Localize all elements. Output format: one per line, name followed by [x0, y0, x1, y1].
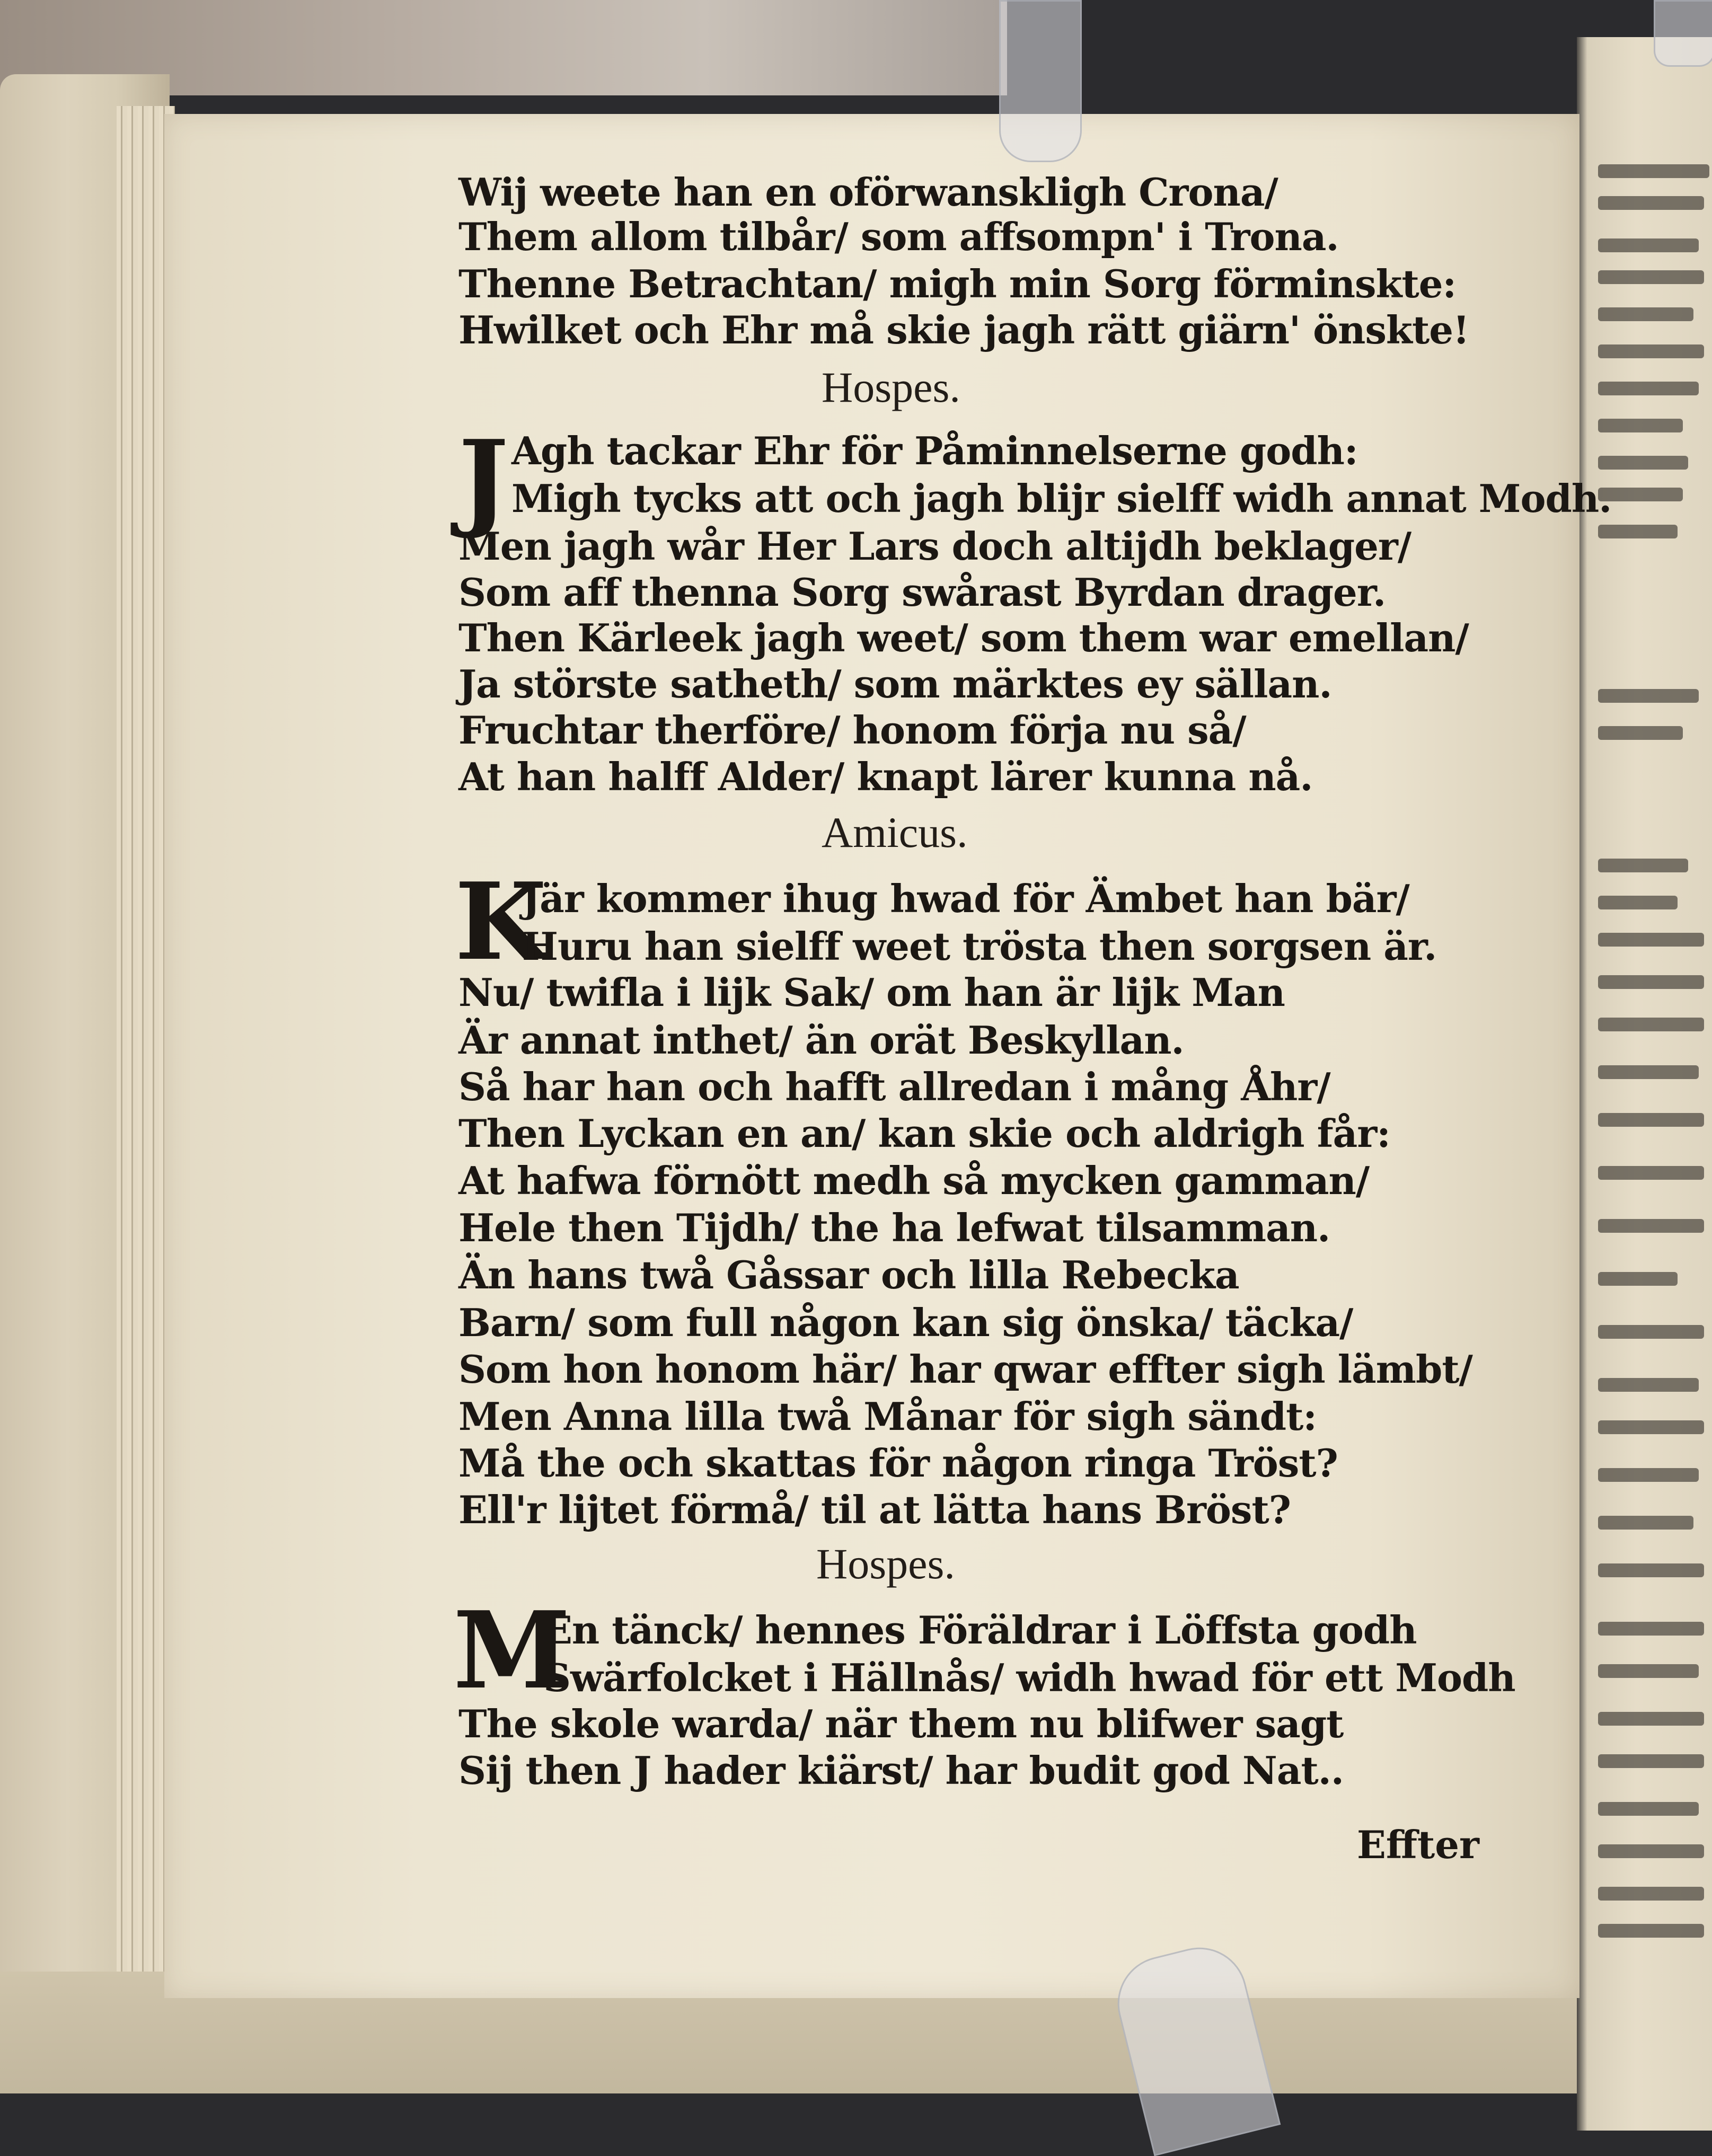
verse-line: Thenne Betrachtan/ migh min Sorg förminskte: [458, 261, 1457, 306]
verse-line: Then Lyckan en an/ kan skie och aldrigh får: [458, 1111, 1390, 1156]
drop-capital: K [455, 860, 547, 984]
verse-line: Som aff thenna Sorg swårast Byrdan drager. [458, 570, 1386, 615]
verse-line: Migh tycks att och jagh blijr sielff widh annat Modh. [511, 476, 1612, 521]
verse-line: Jär kommer ihug hwad för Ämbet han bär/ [522, 876, 1409, 921]
page-clip-right [1654, 0, 1712, 67]
verse-line: Them allom tilbår/ som affsompn' i Trona. [458, 214, 1339, 259]
verse-line: Hwilket och Ehr må skie jagh rätt giärn' önskte! [458, 307, 1469, 352]
verse-line: Ja störste satheth/ som märktes ey sällan. [458, 661, 1332, 706]
verse-line: At hafwa förnött medh så mycken gamman/ [458, 1158, 1370, 1203]
verse-line: Sij then J hader kiärst/ har budit god Nat.. [458, 1748, 1344, 1793]
verse-line: Än hans twå Gåssar och lilla Rebecka [458, 1252, 1239, 1297]
catchword: Effter [1357, 1822, 1479, 1867]
speaker-heading: Amicus. [822, 808, 968, 856]
verse-line: Nu/ twifla i lijk Sak/ om han är lijk Man [458, 970, 1285, 1015]
verse-line: Wij weete han en oförwanskligh Crona/ [458, 170, 1278, 215]
verse-line: Fruchtar therföre/ honom förja nu så/ [458, 708, 1246, 753]
verse-line: Huru han sielff weet trösta then sorgsen är. [522, 924, 1437, 969]
verse-line: Agh tackar Ehr för Påminnelserne godh: [511, 428, 1358, 473]
verse-line: Är annat inthet/ än orät Beskyllan. [458, 1018, 1184, 1063]
verse-line: Så har han och hafft allredan i mång Åhr/ [458, 1064, 1330, 1109]
facing-page-text [1598, 37, 1712, 2131]
verse-line: En tänck/ hennes Föräldrar i Löffsta godh [543, 1607, 1417, 1653]
page-clip-top [999, 0, 1082, 162]
speaker-heading: Hospes. [822, 363, 960, 411]
verse-line: Hele then Tijdh/ the ha lefwat tilsamman. [458, 1205, 1330, 1250]
speaker-heading: Hospes. [816, 1540, 955, 1588]
verse-line: Barn/ som full någon kan sig önska/ täcka/ [458, 1300, 1353, 1345]
verse-line: The skole warda/ när them nu blifwer sagt [458, 1701, 1344, 1746]
facing-page [1577, 37, 1712, 2131]
verse-line: Men Anna lilla twå Månar för sigh sändt: [458, 1394, 1317, 1439]
page-text [164, 114, 1612, 1998]
printed-page [164, 114, 1612, 1998]
drop-capital: J [458, 417, 509, 542]
drop-capital: M [453, 1588, 571, 1713]
verse-line: Må the och skattas för någon ringa Tröst? [458, 1441, 1338, 1486]
verse-line: Som hon honom här/ har qwar effter sigh lämbt/ [458, 1347, 1472, 1392]
verse-line: At han halff Alder/ knapt lärer kunna nå. [458, 754, 1313, 799]
verse-line: Ell'r lijtet förmå/ til at lätta hans Bröst? [458, 1487, 1291, 1532]
verse-line: Then Kärleek jagh weet/ som them war emellan/ [458, 615, 1469, 660]
verse-line: Men jagh wår Her Lars doch altijdh beklager/ [458, 524, 1411, 569]
verse-line: Swärfolcket i Hällnås/ widh hwad för ett Modh [543, 1655, 1515, 1700]
